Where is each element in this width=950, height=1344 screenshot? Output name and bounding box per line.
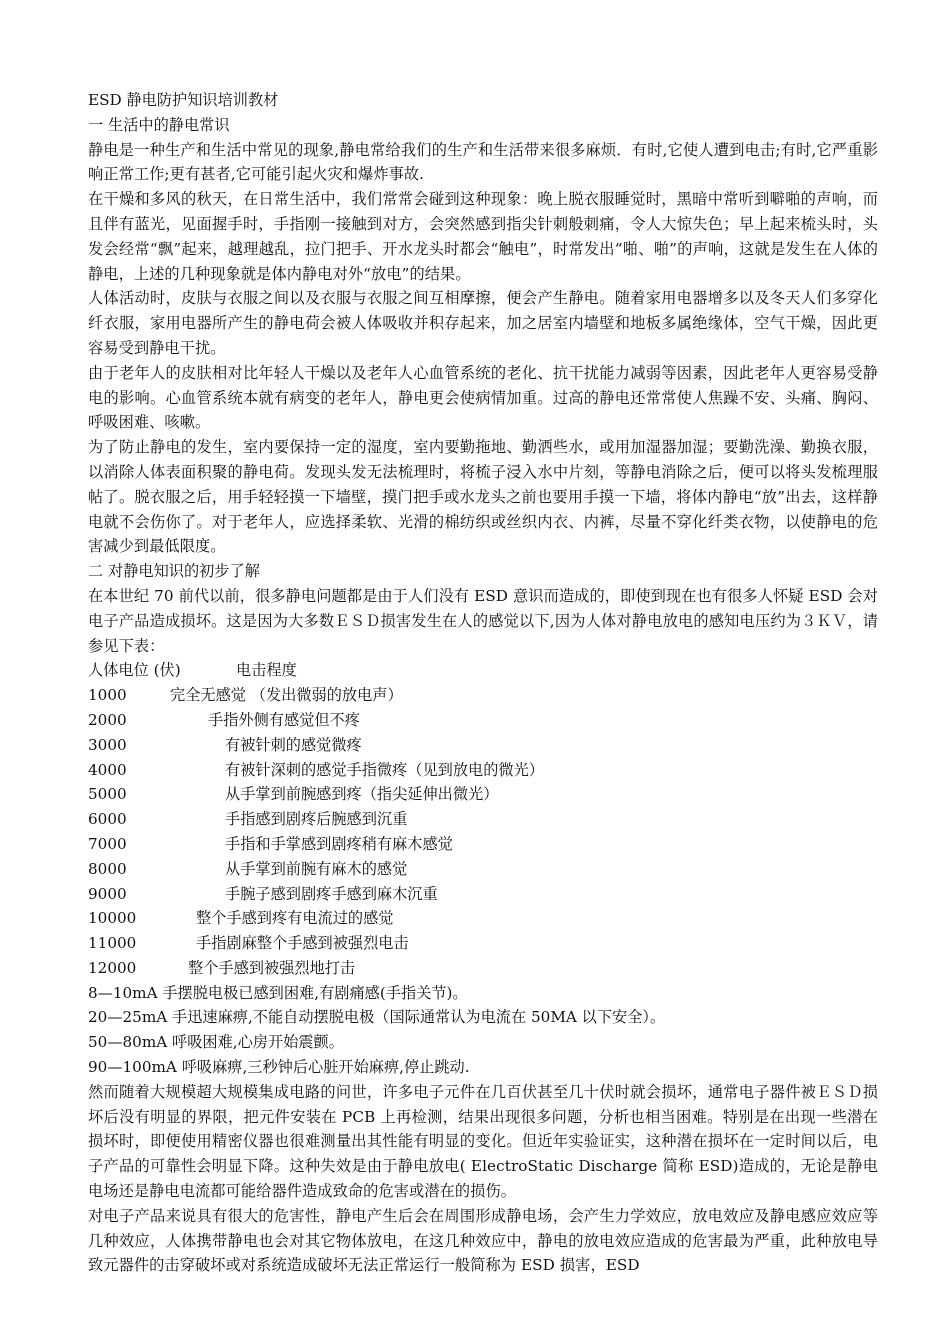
section-heading-1: 一 生活中的静电常识 — [88, 115, 230, 134]
table-cell-voltage: 8000 — [88, 859, 127, 878]
section-heading-2: 二 对静电知识的初步了解 — [88, 562, 260, 581]
table-cell-effect: 整个手感到被强烈地打击 — [188, 958, 356, 977]
paragraph-4: 由于老年人的皮肤相对比年轻人干燥以及老年人心血管系统的老化、抗干扰能力减弱等因素，因此老年人更容易受静电的影响。心血管系统本就有病变的老年人，静电更会使病情加重。过高的静电还常常使人焦躁不安、头痛、胸闷、呼吸困难、咳嗽。 — [88, 363, 878, 432]
table-cell-voltage: 11000 — [88, 934, 137, 953]
paragraph-8: 对电子产品来说具有很大的危害性，静电产生后会在周围形成静电场，会产生力学效应，放电效应及静电感应效应等几种效应，人体携带静电也会对其它物体放电，在这几种效应中，静电的放电效应造成的危害最为严重，此种放电导致元器件的击穿破坏或对系统造成破坏无法正常运行一般简称为 ESD 损害，ESD — [88, 1206, 878, 1275]
table-row — [88, 956, 878, 981]
table-cell-effect: 完全无感觉 （发出微弱的放电声） — [170, 686, 403, 705]
current-effect-line: 8—10mA 手摆脱电极已感到困难,有剧痛感(手指关节)。 — [88, 983, 468, 1002]
table-cell-effect: 有被针深刺的感觉手指微疼（见到放电的微光） — [225, 760, 544, 779]
table-cell-voltage: 7000 — [88, 834, 127, 853]
paragraph-3: 人体活动时，皮肤与衣服之间以及衣服与衣服之间互相摩擦，便会产生静电。随着家用电器增多以及冬天人们多穿化纤衣服，家用电器所产生的静电荷会被人体吸收并积存起来，加之居室内墙壁和地板多属绝缘体，空气干燥，因此更容易受到静电干扰。 — [88, 289, 878, 357]
table-row — [88, 782, 878, 807]
document-title: ESD 静电防护知识培训教材 — [88, 91, 279, 109]
current-effect-line: 20—25mA 手迅速麻痹,不能自动摆脱电极（国际通常认为电流在 50MA 以下安全）。 — [88, 1008, 666, 1027]
table-row — [88, 906, 878, 931]
table-cell-voltage: 3000 — [88, 735, 127, 754]
table-row — [88, 857, 878, 882]
table-cell-voltage: 12000 — [88, 958, 137, 977]
paragraph-5: 为了防止静电的发生，室内要保持一定的湿度，室内要勤拖地、勤洒些水，或用加湿器加湿；要勤洗澡、勤换衣服，以消除人体表面积聚的静电荷。发现头发无法梳理时，将梳子浸入水中片刻，等静电消除之后，便可以将头发梳理服帖了。脱衣服之后，用手轻轻摸一下墙壁，摸门把手或水龙头之前也要用手摸一下墙，将体内静电“放”出去，这样静电就不会伤你了。对于老年人，应选择柔软、光滑的棉纺织或丝织内衣、内裤，尽量不穿化纤类衣物，以使静电的危害减少到最低限度。 — [88, 438, 878, 556]
table-row — [88, 708, 878, 733]
paragraph-6: 在本世纪 70 前代以前，很多静电问题都是由于人们没有 ESD 意识而造成的，即使到现在也有很多人怀疑 ESD 会对电子产品造成损坏。这是因为大多数ＥＳＤ损害发生在人的感觉以下,因为人体对静电放电的感知电压约为３ＫＶ，请参见下表： — [88, 586, 878, 655]
table-row — [88, 882, 878, 907]
voltage-table-header — [88, 658, 878, 683]
table-cell-effect: 手指剧麻整个手感到被强烈电击 — [196, 934, 409, 953]
table-header-effect: 电击程度 — [236, 661, 297, 680]
table-cell-voltage: 4000 — [88, 760, 127, 779]
document-page — [88, 88, 878, 1278]
table-cell-voltage: 2000 — [88, 710, 127, 729]
table-row — [88, 733, 878, 758]
table-row — [88, 683, 878, 708]
table-cell-voltage: 10000 — [88, 909, 137, 928]
table-header-voltage: 人体电位 (伏) — [88, 661, 181, 680]
current-effect-line: 90—100mA 呼吸麻痹,三秒钟后心脏开始麻痹,停止跳动. — [88, 1058, 470, 1077]
table-cell-voltage: 9000 — [88, 884, 127, 903]
table-cell-effect: 手指和手掌感到剧疼稍有麻木感觉 — [225, 834, 453, 853]
table-row — [88, 832, 878, 857]
table-cell-voltage: 5000 — [88, 785, 127, 804]
table-cell-effect: 从手掌到前腕有麻木的感觉 — [225, 859, 408, 878]
table-cell-effect: 手指感到剧疼后腕感到沉重 — [225, 810, 408, 829]
table-cell-effect: 有被针刺的感觉微疼 — [225, 735, 362, 754]
table-cell-effect: 手指外侧有感觉但不疼 — [208, 710, 360, 729]
paragraph-1: 静电是一种生产和生活中常见的现象,静电常给我们的生产和生活带来很多麻烦．有时,它使人遭到电击;有时,它严重影响正常工作;更有甚者,它可能引起火灾和爆炸事故. — [88, 140, 878, 184]
table-cell-effect: 整个手感到疼有电流过的感觉 — [196, 909, 394, 928]
table-row — [88, 807, 878, 832]
table-cell-voltage: 1000 — [88, 686, 127, 705]
table-row — [88, 931, 878, 956]
table-cell-effect: 手腕子感到剧疼手感到麻木沉重 — [225, 884, 438, 903]
table-cell-voltage: 6000 — [88, 810, 127, 829]
table-row — [88, 758, 878, 783]
table-cell-effect: 从手掌到前腕感到疼（指尖延伸出微光） — [225, 785, 499, 804]
current-effect-line: 50—80mA 呼吸困难,心房开始震颤。 — [88, 1033, 344, 1052]
paragraph-2: 在干燥和多风的秋天，在日常生活中，我们常常会碰到这种现象：晚上脱衣服睡觉时，黑暗中常听到噼啪的声响，而且伴有蓝光，见面握手时，手指刚一接触到对方，会突然感到指尖针刺般刺痛，令人大惊失色；早上起来梳头时，头发会经常“飘”起来，越理越乱，拉门把手、开水龙头时都会“触电”，时常发出“啪、啪”的声响，这就是发生在人体的静电，上述的几种现象就是体内静电对外“放电”的结果。 — [88, 190, 878, 283]
paragraph-7: 然而随着大规模超大规模集成电路的问世，许多电子元件在几百伏甚至几十伏时就会损坏，通常电子器件被ＥＳＤ损坏后没有明显的界限，把元件安装在 PCB 上再检测，结果出现很多问题，分析也相当困难。特别是在出现一些潜在损坏时，即便使用精密仪器也很难测量出其性能有明显的变化。但近年实验证实，这种潜在损坏在一定时间以后，电子产品的可靠性会明显下降。这种失效是由于静电放电( ElectroStatic Discharge 简称 ESD)造成的，无论是静电电场还是静电电流都可能给器件造成致命的危害或潜在的损伤。 — [88, 1082, 878, 1201]
